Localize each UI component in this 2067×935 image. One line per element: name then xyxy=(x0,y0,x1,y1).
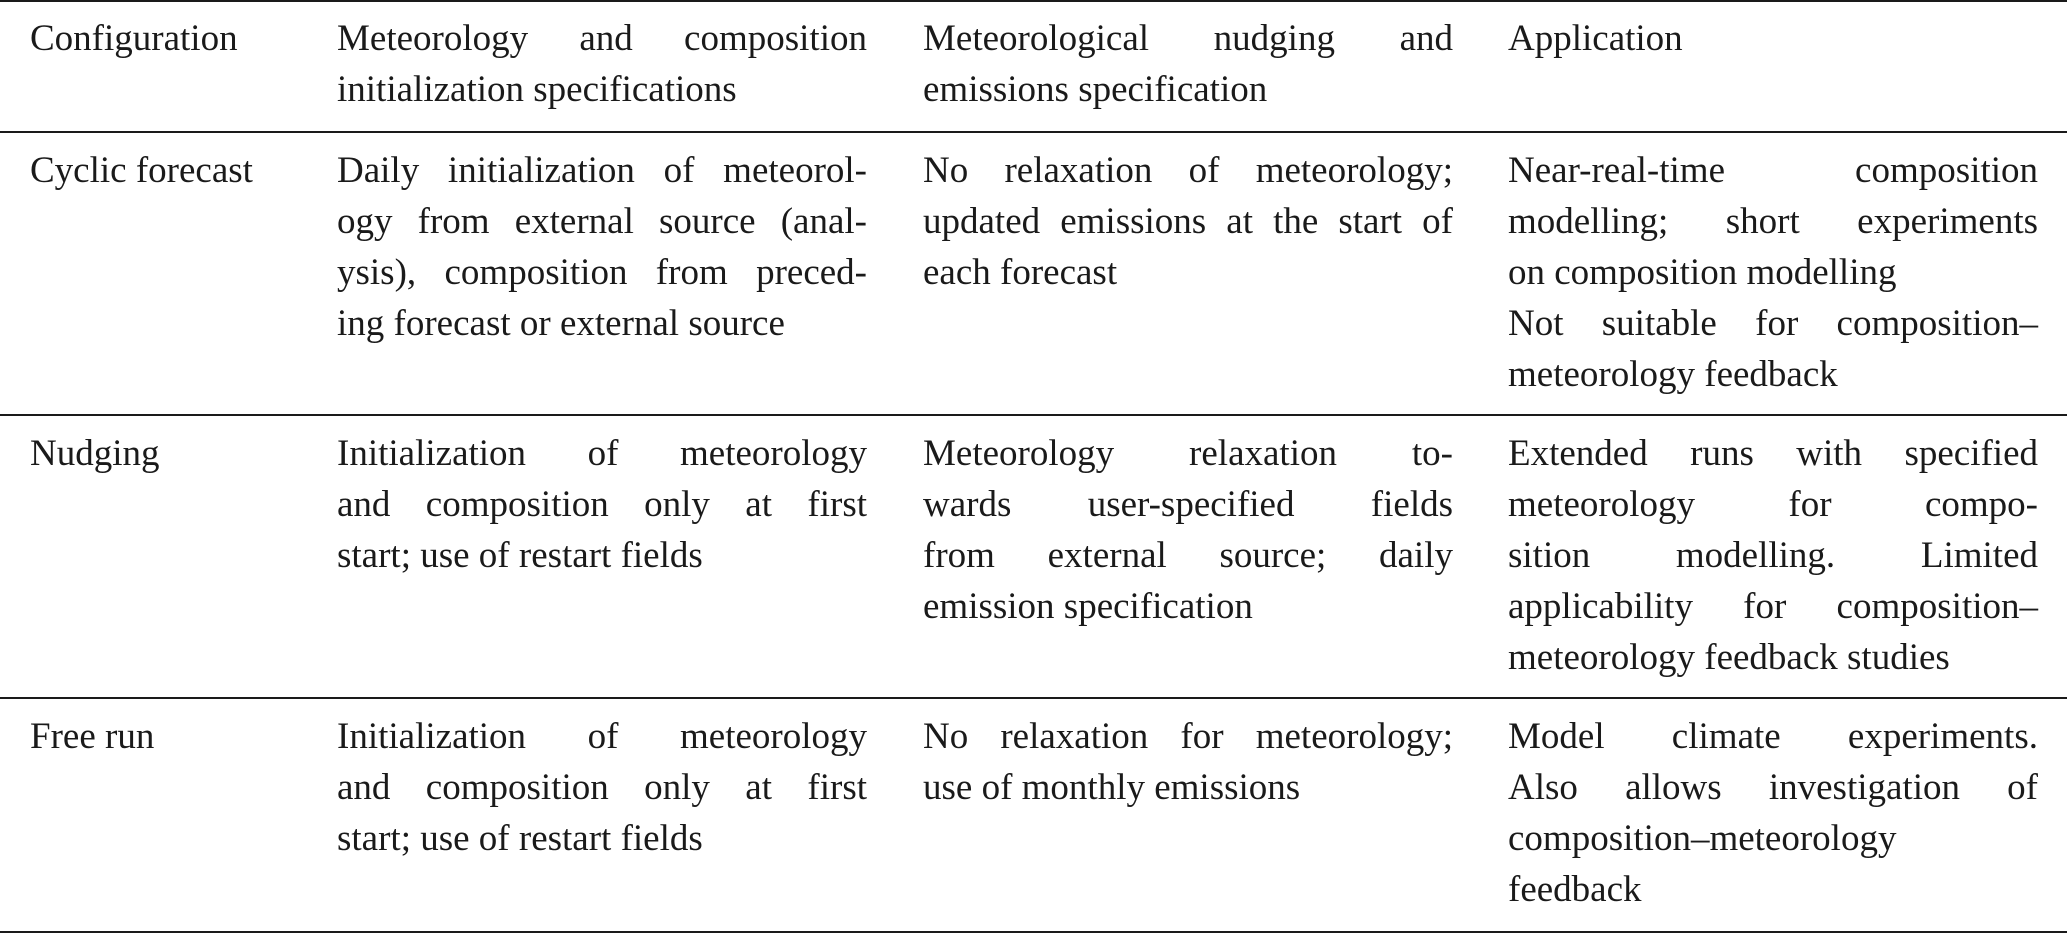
table-row-free-run-init: Initialization of meteorology and composition only at first start; use of restart fields xyxy=(337,716,867,859)
table-row-nudging-init: Initialization of meteorology and composition only at first start; use of restart fields xyxy=(337,433,867,576)
table-top-rule xyxy=(0,0,2067,2)
table-row-cyclic-forecast-application: Near-real-time composition modelling; short experiments on composition modelling Not suitable for composition– meteorology feedback xyxy=(1508,150,2038,395)
table-bottom-rule xyxy=(0,931,2067,933)
table-row-free-run-nudging: No relaxation for meteorology; use of monthly emissions xyxy=(923,716,1453,808)
table-row-cyclic-forecast-configuration: Cyclic forecast xyxy=(30,150,253,191)
header-application: Application xyxy=(1508,18,1683,59)
table-row-nudging-application: Extended runs with specified meteorology for compo- sition modelling. Limited applicability for composition– meteorology feedback studies xyxy=(1508,433,2038,678)
table-row-nudging-nudging: Meteorology relaxation to- wards user-specified fields from external source; daily emission specification xyxy=(923,433,1453,627)
row-divider-rule xyxy=(0,697,2067,699)
header-bottom-rule xyxy=(0,131,2067,133)
row-divider-rule xyxy=(0,414,2067,416)
header-initialization: Meteorology and composition initialization specifications xyxy=(337,18,867,110)
table-row-cyclic-forecast-init: Daily initialization of meteorol- ogy from external source (anal- ysis), composition from preced- ing forecast or external source xyxy=(337,150,867,344)
table-row-free-run-application: Model climate experiments. Also allows investigation of composition–meteorology feedback xyxy=(1508,716,2038,910)
table-row-cyclic-forecast-nudging: No relaxation of meteorology; updated emissions at the start of each forecast xyxy=(923,150,1453,293)
header-nudging: Meteorological nudging and emissions specification xyxy=(923,18,1453,110)
table-row-free-run-configuration: Free run xyxy=(30,716,155,757)
header-configuration: Configuration xyxy=(30,18,238,59)
table-row-nudging-configuration: Nudging xyxy=(30,433,160,474)
